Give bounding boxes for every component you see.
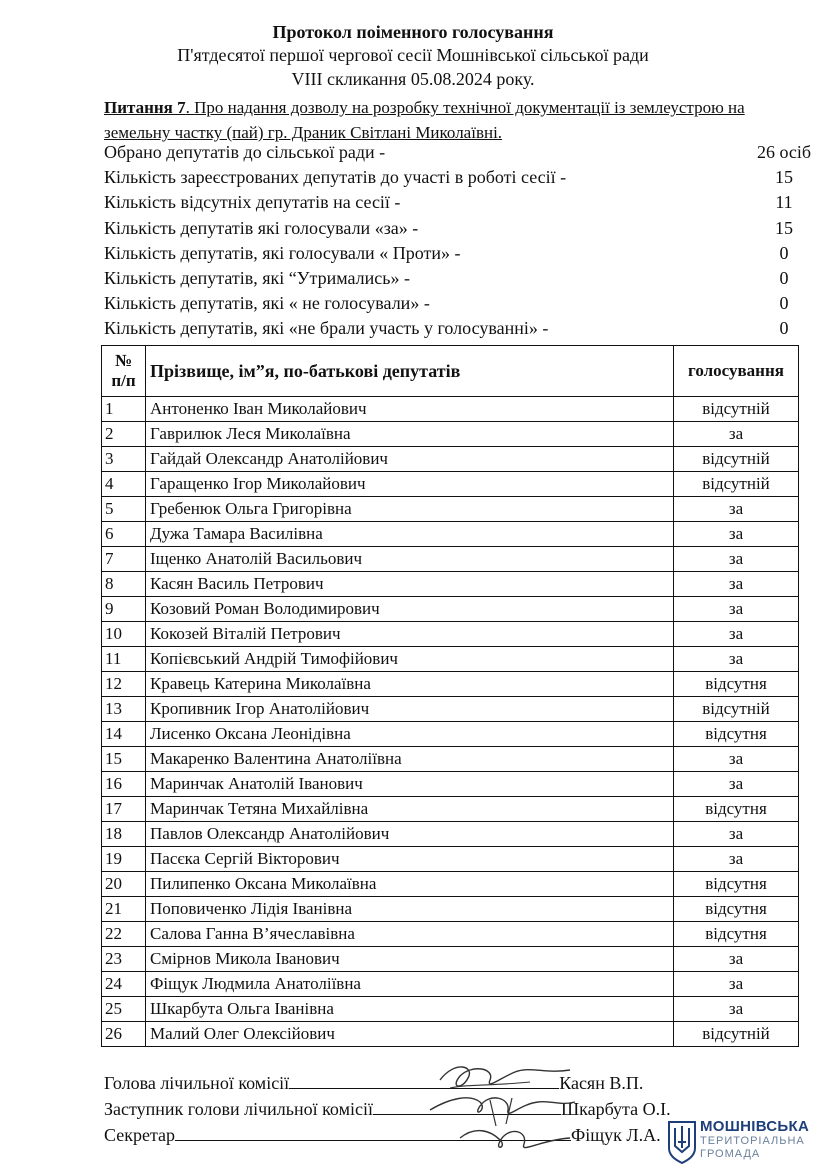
vote-result: за [674,497,799,522]
row-number: 19 [102,847,146,872]
stat-row [104,165,804,190]
header-name: Прізвище, ім”я, по-батькові депутатів [146,346,674,397]
stat-value: 26 осіб [756,142,812,162]
deputy-name: Салова Ганна В’ячеславівна [146,922,674,947]
deputy-name: Фіщук Людмила Анатоліївна [146,972,674,997]
stat-label: Кількість депутатів, які « не голосували» - [104,293,430,314]
row-number: 6 [102,522,146,547]
vote-statistics [104,140,812,342]
vote-result: за [674,822,799,847]
table-row [102,747,799,772]
deputy-name: Шкарбута Ольга Іванівна [146,997,674,1022]
deputy-name: Поповиченко Лідія Іванівна [146,897,674,922]
session-subtitle: П'ятдесятої першої чергової сесії Мошнівської сільської ради [177,45,649,65]
deputy-name: Касян Василь Петрович [146,572,674,597]
table-row [102,597,799,622]
vote-result: за [674,997,799,1022]
deputy-name: Іщенко Анатолій Васильович [146,547,674,572]
row-number: 21 [102,897,146,922]
table-row [102,947,799,972]
row-number: 14 [102,722,146,747]
watermark-line2: ТЕРИТОРІАЛЬНА [700,1135,805,1147]
deputy-name: Лисенко Оксана Леонідівна [146,722,674,747]
row-number: 2 [102,422,146,447]
row-number: 8 [102,572,146,597]
table-row [102,672,799,697]
voting-table [101,345,799,1047]
row-number: 16 [102,772,146,797]
table-row [102,447,799,472]
stat-value: 11 [775,192,793,213]
stat-value: 0 [779,318,789,339]
table-row [102,997,799,1022]
deputy-name: Павлов Олександр Анатолійович [146,822,674,847]
stat-value: 0 [779,267,789,288]
stat-label: Кількість депутатів, які голосували « Проти» - [104,242,461,263]
table-row [102,772,799,797]
vote-result: відсутня [674,872,799,897]
stat-value: 0 [779,242,789,263]
row-number: 11 [102,647,146,672]
vote-result: відсутній [674,1022,799,1047]
stat-row [104,266,804,291]
handwritten-signatures [420,1058,580,1158]
row-number: 3 [102,447,146,472]
table-row [102,697,799,722]
vote-result: за [674,747,799,772]
stat-row [104,241,804,266]
table-row [102,497,799,522]
stat-label: Кількість депутатів, які “Утримались» - [104,267,410,288]
table-row [102,722,799,747]
vote-result: відсутня [674,722,799,747]
question-label: Питання 7 [104,98,186,117]
header-vote: голосування [674,346,799,397]
vote-result: відсутня [674,797,799,822]
secretary-name: Фіщук Л.А. [571,1125,661,1145]
vote-result: за [674,572,799,597]
stat-row [104,140,812,165]
vote-result: за [674,622,799,647]
row-number: 1 [102,397,146,422]
row-number: 18 [102,822,146,847]
table-row [102,472,799,497]
table-row [102,397,799,422]
stat-row [104,216,804,241]
table-row [102,797,799,822]
stat-label: Кількість депутатів, які «не брали участь у голосуванні» - [104,318,549,339]
row-number: 5 [102,497,146,522]
vote-result: відсутній [674,397,799,422]
row-number: 7 [102,547,146,572]
table-row [102,647,799,672]
row-number: 4 [102,472,146,497]
vote-result: за [674,947,799,972]
secretary-label: Секретар [104,1125,176,1145]
vote-result: за [674,522,799,547]
table-row [102,972,799,997]
deputy-name: Кропивник Ігор Анатолійович [146,697,674,722]
vote-result: відсутній [674,447,799,472]
question-block: Питання 7. Про надання дозволу на розробку технічної документації із землеустрою на земельну частку (пай) гр. Драник Світлані Миколаївні. [104,98,745,142]
vote-result: за [674,847,799,872]
deputy-name: Пилипенко Оксана Миколаївна [146,872,674,897]
stat-value: 0 [779,293,789,314]
deputy-name: Антоненко Іван Миколайович [146,397,674,422]
table-row [102,547,799,572]
stat-label: Кількість депутатів які голосували «за» - [104,217,419,238]
community-watermark [666,1118,816,1164]
vote-result: відсутня [674,672,799,697]
row-number: 23 [102,947,146,972]
table-row [102,822,799,847]
row-number: 10 [102,622,146,647]
table-row [102,622,799,647]
stat-value: 15 [775,217,793,238]
deputy-name: Малий Олег Олексійович [146,1022,674,1047]
signature-deputy [104,1098,671,1120]
table-row [102,847,799,872]
table-row [102,897,799,922]
deputy-name: Макаренко Валентина Анатоліївна [146,747,674,772]
chair-label: Голова лічильної комісії [104,1073,290,1093]
table-row [102,522,799,547]
stat-label: Кількість зареєстрованих депутатів до участі в роботі сесії - [104,167,567,188]
deputy-name: Кравець Катерина Миколаївна [146,672,674,697]
row-number: 25 [102,997,146,1022]
protocol-title: Протокол поіменного голосування [272,22,554,42]
deputy-name: Гаращенко Ігор Миколайович [146,472,674,497]
row-number: 9 [102,597,146,622]
row-number: 20 [102,872,146,897]
voting-table-body [102,397,799,1047]
convocation-date: VIII скликання 05.08.2024 року. [291,69,535,89]
header-number: № п/п [102,346,146,397]
stat-value: 15 [775,167,793,188]
stat-row [104,291,804,316]
deputy-name: Гайдай Олександр Анатолійович [146,447,674,472]
row-number: 17 [102,797,146,822]
chair-name: Касян В.П. [559,1073,644,1093]
row-number: 12 [102,672,146,697]
watermark-line1: МОШНІВСЬКА [700,1118,810,1135]
row-number: 26 [102,1022,146,1047]
row-number: 13 [102,697,146,722]
row-number: 22 [102,922,146,947]
table-header-row [102,346,799,397]
deputy-name: Копієвський Андрій Тимофійович [146,647,674,672]
stat-row [104,190,804,215]
vote-result: за [674,772,799,797]
deputy-name: Шкарбута О.І. [560,1099,671,1119]
vote-result: відсутня [674,897,799,922]
deputy-name: Козовий Роман Володимирович [146,597,674,622]
deputy-name: Смірнов Микола Іванович [146,947,674,972]
trident-emblem-icon [666,1118,698,1164]
deputy-name: Гаврилюк Леся Миколаївна [146,422,674,447]
table-row [102,572,799,597]
watermark-line3: ГРОМАДА [700,1148,761,1160]
stat-row [104,316,804,341]
stat-label: Обрано депутатів до сільської ради - [104,142,386,162]
vote-result: відсутній [674,697,799,722]
vote-result: за [674,547,799,572]
deputy-name: Маринчак Анатолій Іванович [146,772,674,797]
table-row [102,922,799,947]
deputy-name: Дужа Тамара Василівна [146,522,674,547]
vote-result: за [674,597,799,622]
question-text: Про надання дозволу на розробку технічної документації із землеустрою на земельну частку (пай) гр. Драник Світлані Миколаївні. [104,98,745,142]
vote-result: відсутня [674,922,799,947]
row-number: 15 [102,747,146,772]
deputy-name: Кокозей Віталій Петрович [146,622,674,647]
table-row [102,872,799,897]
deputy-label: Заступник голови лічильної комісії [104,1099,373,1119]
row-number: 24 [102,972,146,997]
vote-result: за [674,972,799,997]
vote-result: за [674,422,799,447]
table-row [102,422,799,447]
vote-result: за [674,647,799,672]
deputy-name: Пасєка Сергій Вікторович [146,847,674,872]
table-row [102,1022,799,1047]
deputy-name: Гребенюк Ольга Григорівна [146,497,674,522]
deputy-name: Маринчак Тетяна Михайлівна [146,797,674,822]
vote-result: відсутній [674,472,799,497]
stat-label: Кількість відсутніх депутатів на сесії - [104,192,401,213]
